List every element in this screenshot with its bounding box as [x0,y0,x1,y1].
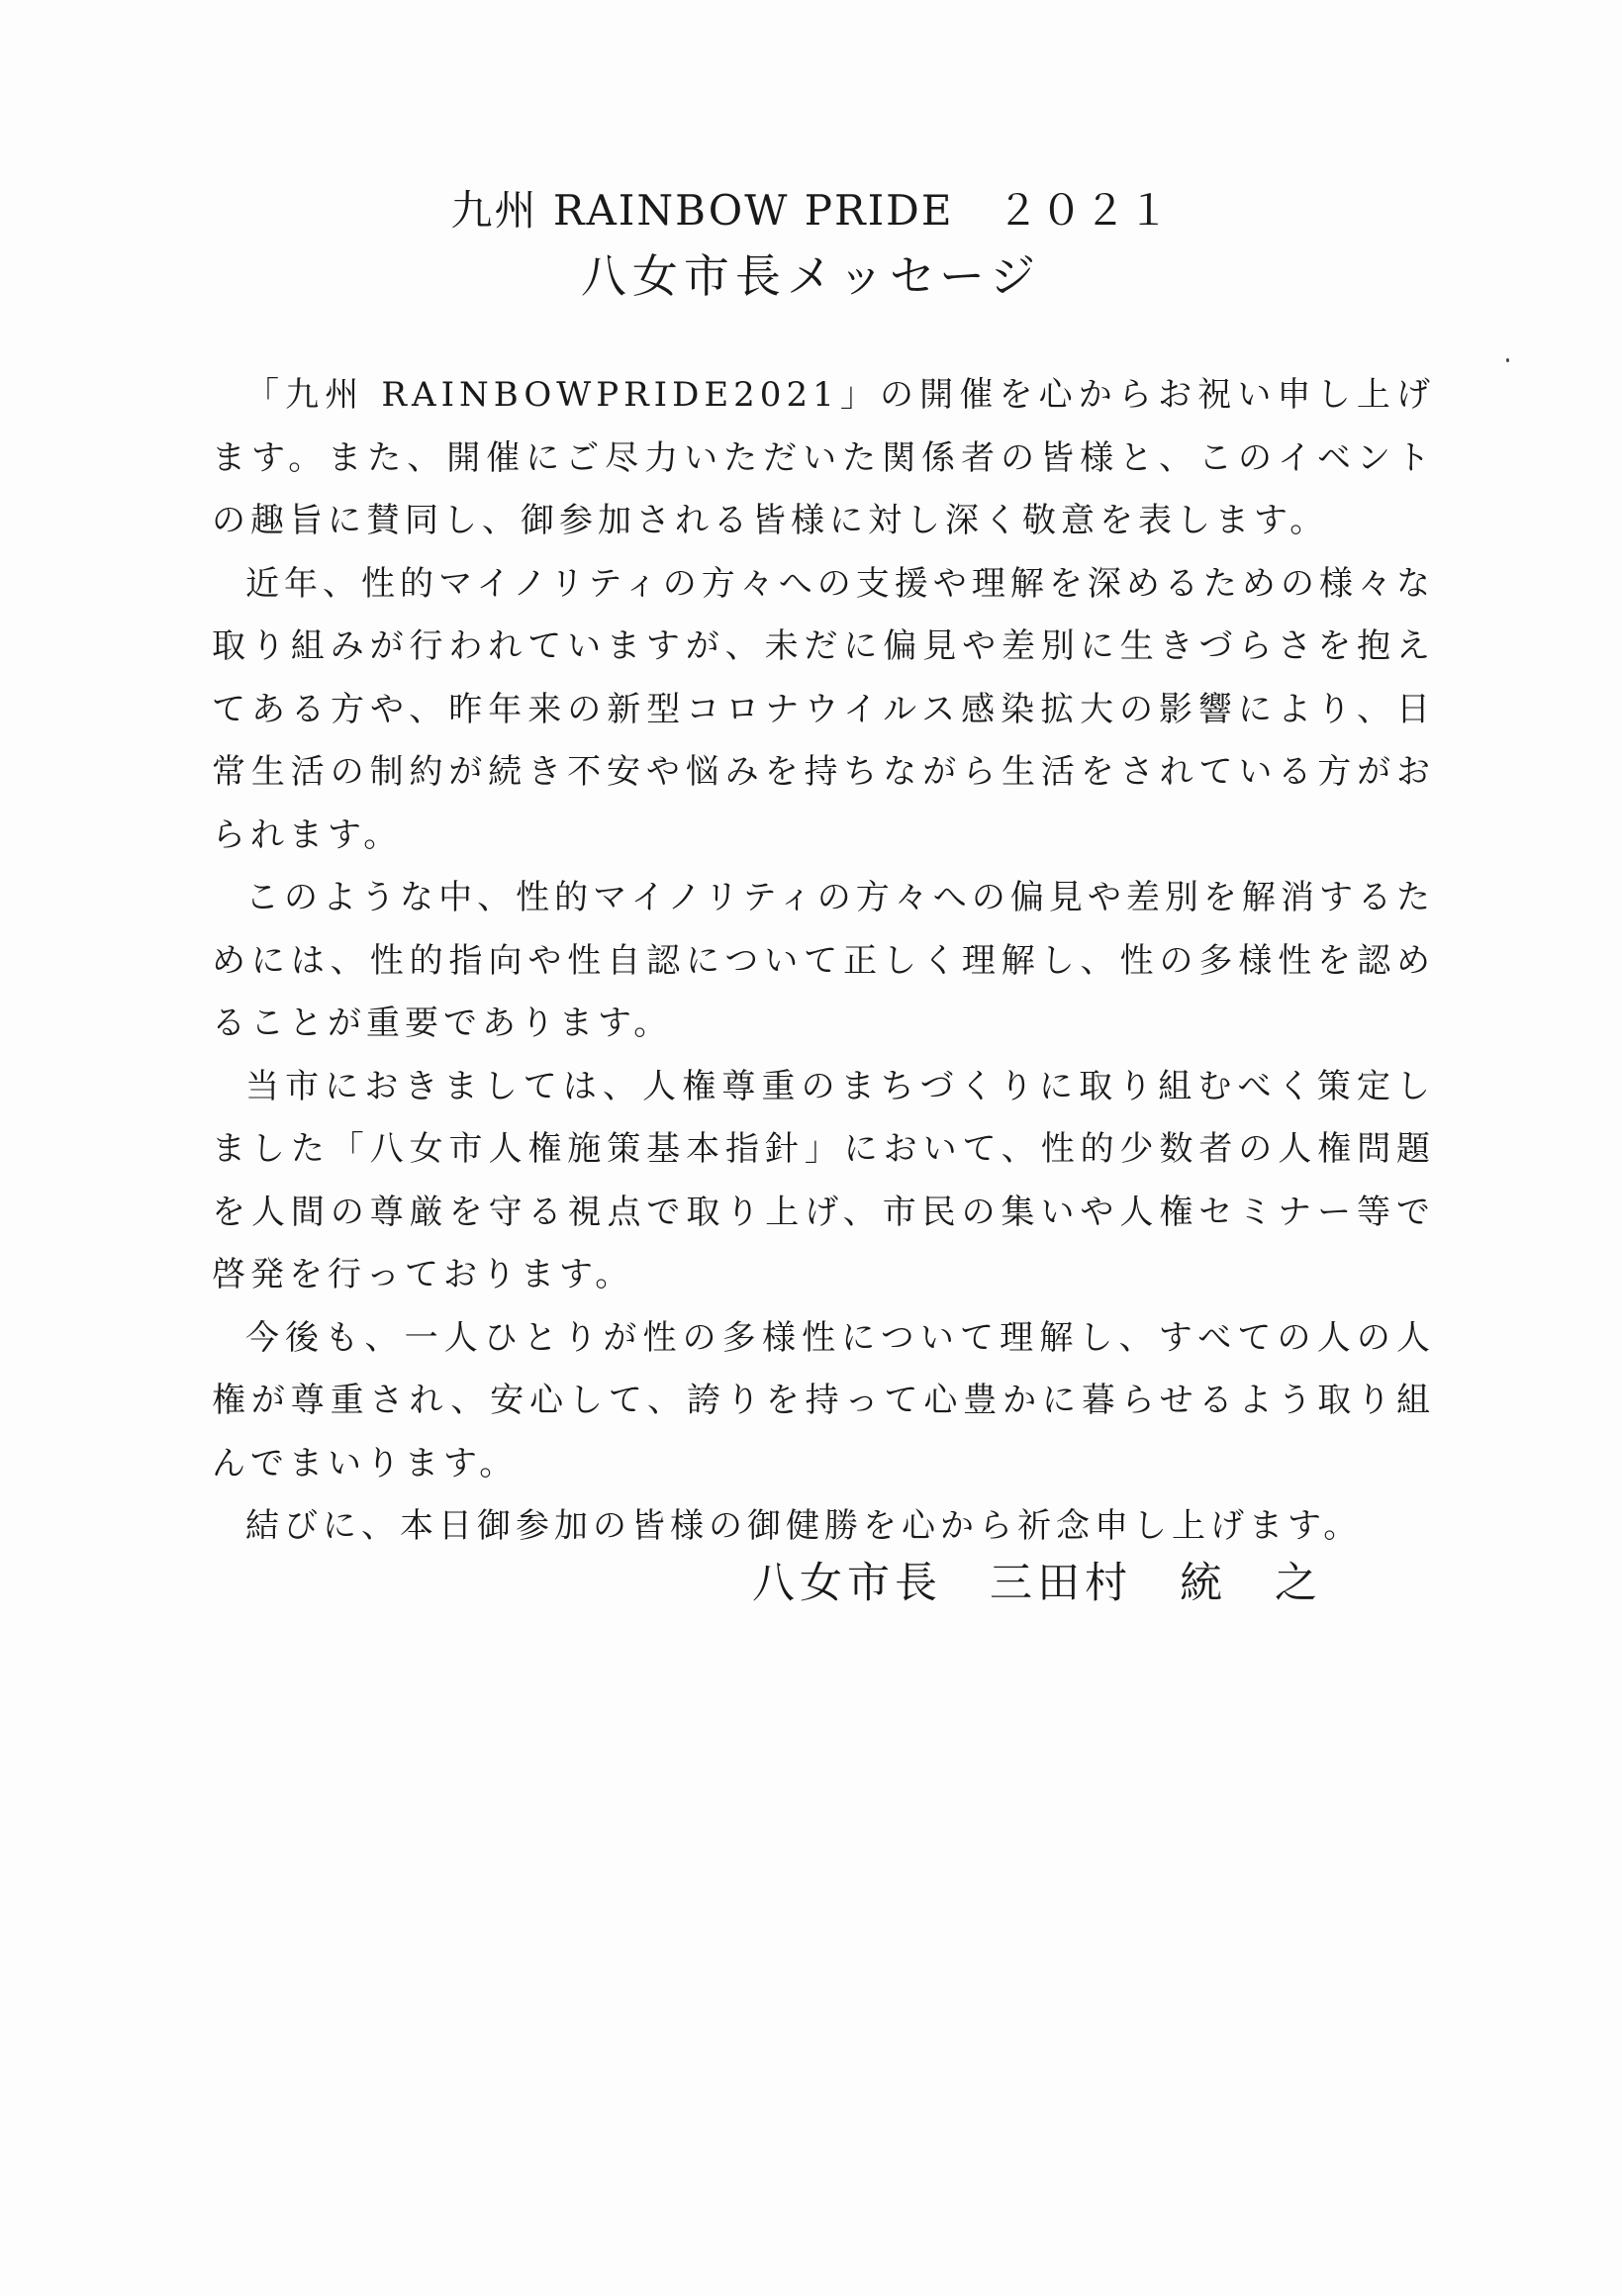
event-title: 九州 RAINBOW PRIDE ２０２１ [450,186,1172,235]
paragraph-future: 今後も、一人ひとりが性の多様性について理解し、すべての人の人権が尊重され、安心して、誇りを持って心豊かに暮らせるよう取り組んでまいります。 [212,1317,1435,1483]
message-body [212,364,1435,1559]
paragraph-city-policy: 当市におきましては、人権尊重のまちづくりに取り組むべく策定しました「八女市人権施策基本指針」において、性的少数者の人権問題を人間の尊厳を守る視点で取り上げ、市民の集いや人権セミナー等で啓発を行っております。 [212,1066,1435,1294]
paragraph-congratulations: 「九州 RAINBOWPRIDE2021」の開催を心からお祝い申し上げます。また、開催にご尽力いただいた関係者の皆様と、このイベントの趣旨に賛同し、御参加される皆様に対し深く敬意を表します。 [212,375,1435,540]
scan-speck [1506,358,1509,362]
message-title: 八女市長メッセージ [580,249,1042,303]
paragraph-understanding: このような中、性的マイノリティの方々への偏見や差別を解消するためには、性的指向や性自認について正しく理解し、性の多様性を認めることが重要であります。 [212,878,1435,1043]
paragraph-closing: 結びに、本日御参加の皆様の御健勝を心から祈念申し上げます。 [245,1506,1363,1546]
paragraph-current-situation: 近年、性的マイノリティの方々への支援や理解を深めるための様々な取り組みが行われていますが、未だに偏見や差別に生きづらさを抱えてある方や、昨年来の新型コロナウイルス感染拡大の影響により、日常生活の制約が続き不安や悩みを持ちながら生活をされている方がおられます。 [212,563,1435,855]
document-title [0,178,1622,309]
signature-line: 八女市長 三田村 統 之 [752,1559,1322,1608]
